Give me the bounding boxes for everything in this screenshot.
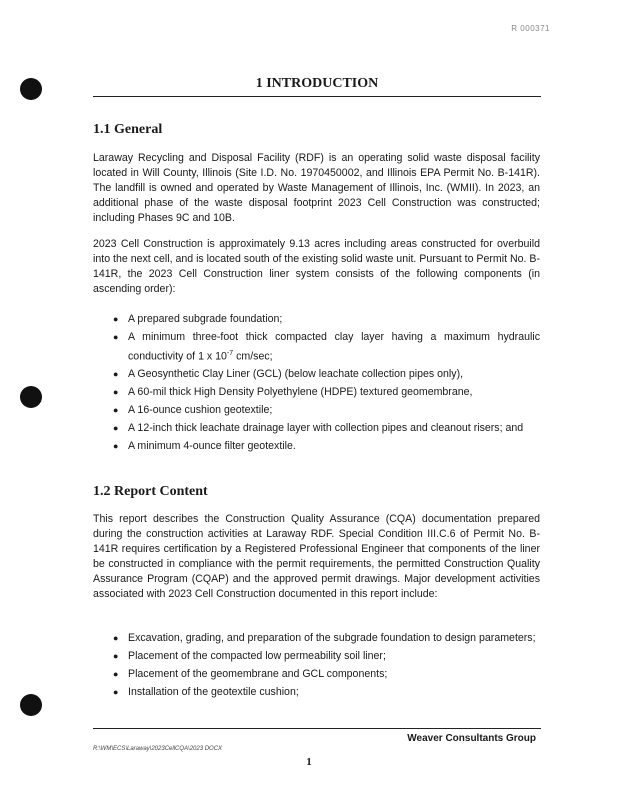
development-activities-list [93,630,540,702]
liner-components-list [93,311,540,456]
bullet-icon: ● [113,387,119,398]
bullet-icon: ● [113,669,119,679]
footer-rule [93,728,541,729]
list-item: ● Excavation, grading, and preparation of the subgrade foundation to design parameters; [93,630,540,647]
footer-organization: Weaver Consultants Group [407,733,536,744]
bullet-icon: ● [113,369,119,380]
footer-file-path: R:\WM\ECS\Laraway\2023CellCQA\2023 DOCX [93,746,223,752]
punch-hole-icon [20,386,42,408]
list-item: ● A 12-inch thick leachate drainage layer with collection pipes and cleanout risers; and [93,420,540,437]
bullet-icon: ● [113,441,119,452]
list-item: ● Placement of the compacted low permeability soil liner; [93,648,540,665]
exponent: -7 [226,349,234,357]
chapter-heading: 1 INTRODUCTION [93,76,541,97]
list-item: ● A minimum 4-ounce filter geotextile. [93,438,540,455]
bullet-icon: ● [113,423,119,434]
punch-hole-icon [20,78,42,100]
section-heading-general: 1.1 General [93,122,163,137]
list-item: ● A 60-mil thick High Density Polyethylene (HDPE) textured geomembrane, [93,384,540,401]
bullet-icon: ● [113,314,119,324]
list-item: ● A 16-ounce cushion geotextile; [93,402,540,419]
bullet-icon: ● [113,332,119,342]
list-item: ● A prepared subgrade foundation; [93,311,540,328]
list-item: ● A Geosynthetic Clay Liner (GCL) (below leachate collection pipes only), [93,366,540,383]
list-item: ● Installation of the geotextile cushion; [93,684,540,701]
bullet-icon: ● [113,633,119,643]
bullet-icon: ● [113,687,119,697]
general-paragraph-1: Laraway Recycling and Disposal Facility (RDF) is an operating solid waste disposal facility located in Will County, Illinois (Site I.D. No. 1970450002, and Illinois EPA Permit No. B-141R). The landfill is owned and operated by Waste Management of Illinois, Inc. (WMII). In 2023, an additional phase of the waste disposal footprint 2023 Cell Construction was constructed; including Phases 9C and 10B. [93,152,540,224]
punch-hole-icon [20,694,42,716]
page-number: 1 [306,756,312,768]
bullet-icon: ● [113,405,119,416]
general-paragraph-2: 2023 Cell Construction is approximately 9.13 acres including areas constructed for overbuild into the next cell, and is located south of the existing solid waste unit. Pursuant to Permit No. B-141R, the 2023 Cell Construction liner system consists of the following components (in ascending order): [93,238,540,295]
bullet-icon: ● [113,651,119,661]
section-heading-report-content: 1.2 Report Content [93,484,208,499]
report-content-paragraph: This report describes the Construction Quality Assurance (CQA) documentation prepared during the construction activities at Laraway RDF. Special Condition III.C.6 of Permit No. B-141R requires certification by a Registered Professional Engineer that components of the liner be constructed in compliance with the permit requirements, the permitted Construction Quality Assurance Program (CQAP) and the approved permit drawings. Major development activities associated with 2023 Cell Construction documented in this report include: [93,513,540,600]
bates-number: R 000371 [511,24,550,33]
list-item: ● A minimum three-foot thick compacted clay layer having a maximum hydraulic conductivity of 1 x $10^{-7}$ cm/sec; [113,331,540,363]
list-item: ● Placement of the geomembrane and GCL components; [93,666,540,683]
